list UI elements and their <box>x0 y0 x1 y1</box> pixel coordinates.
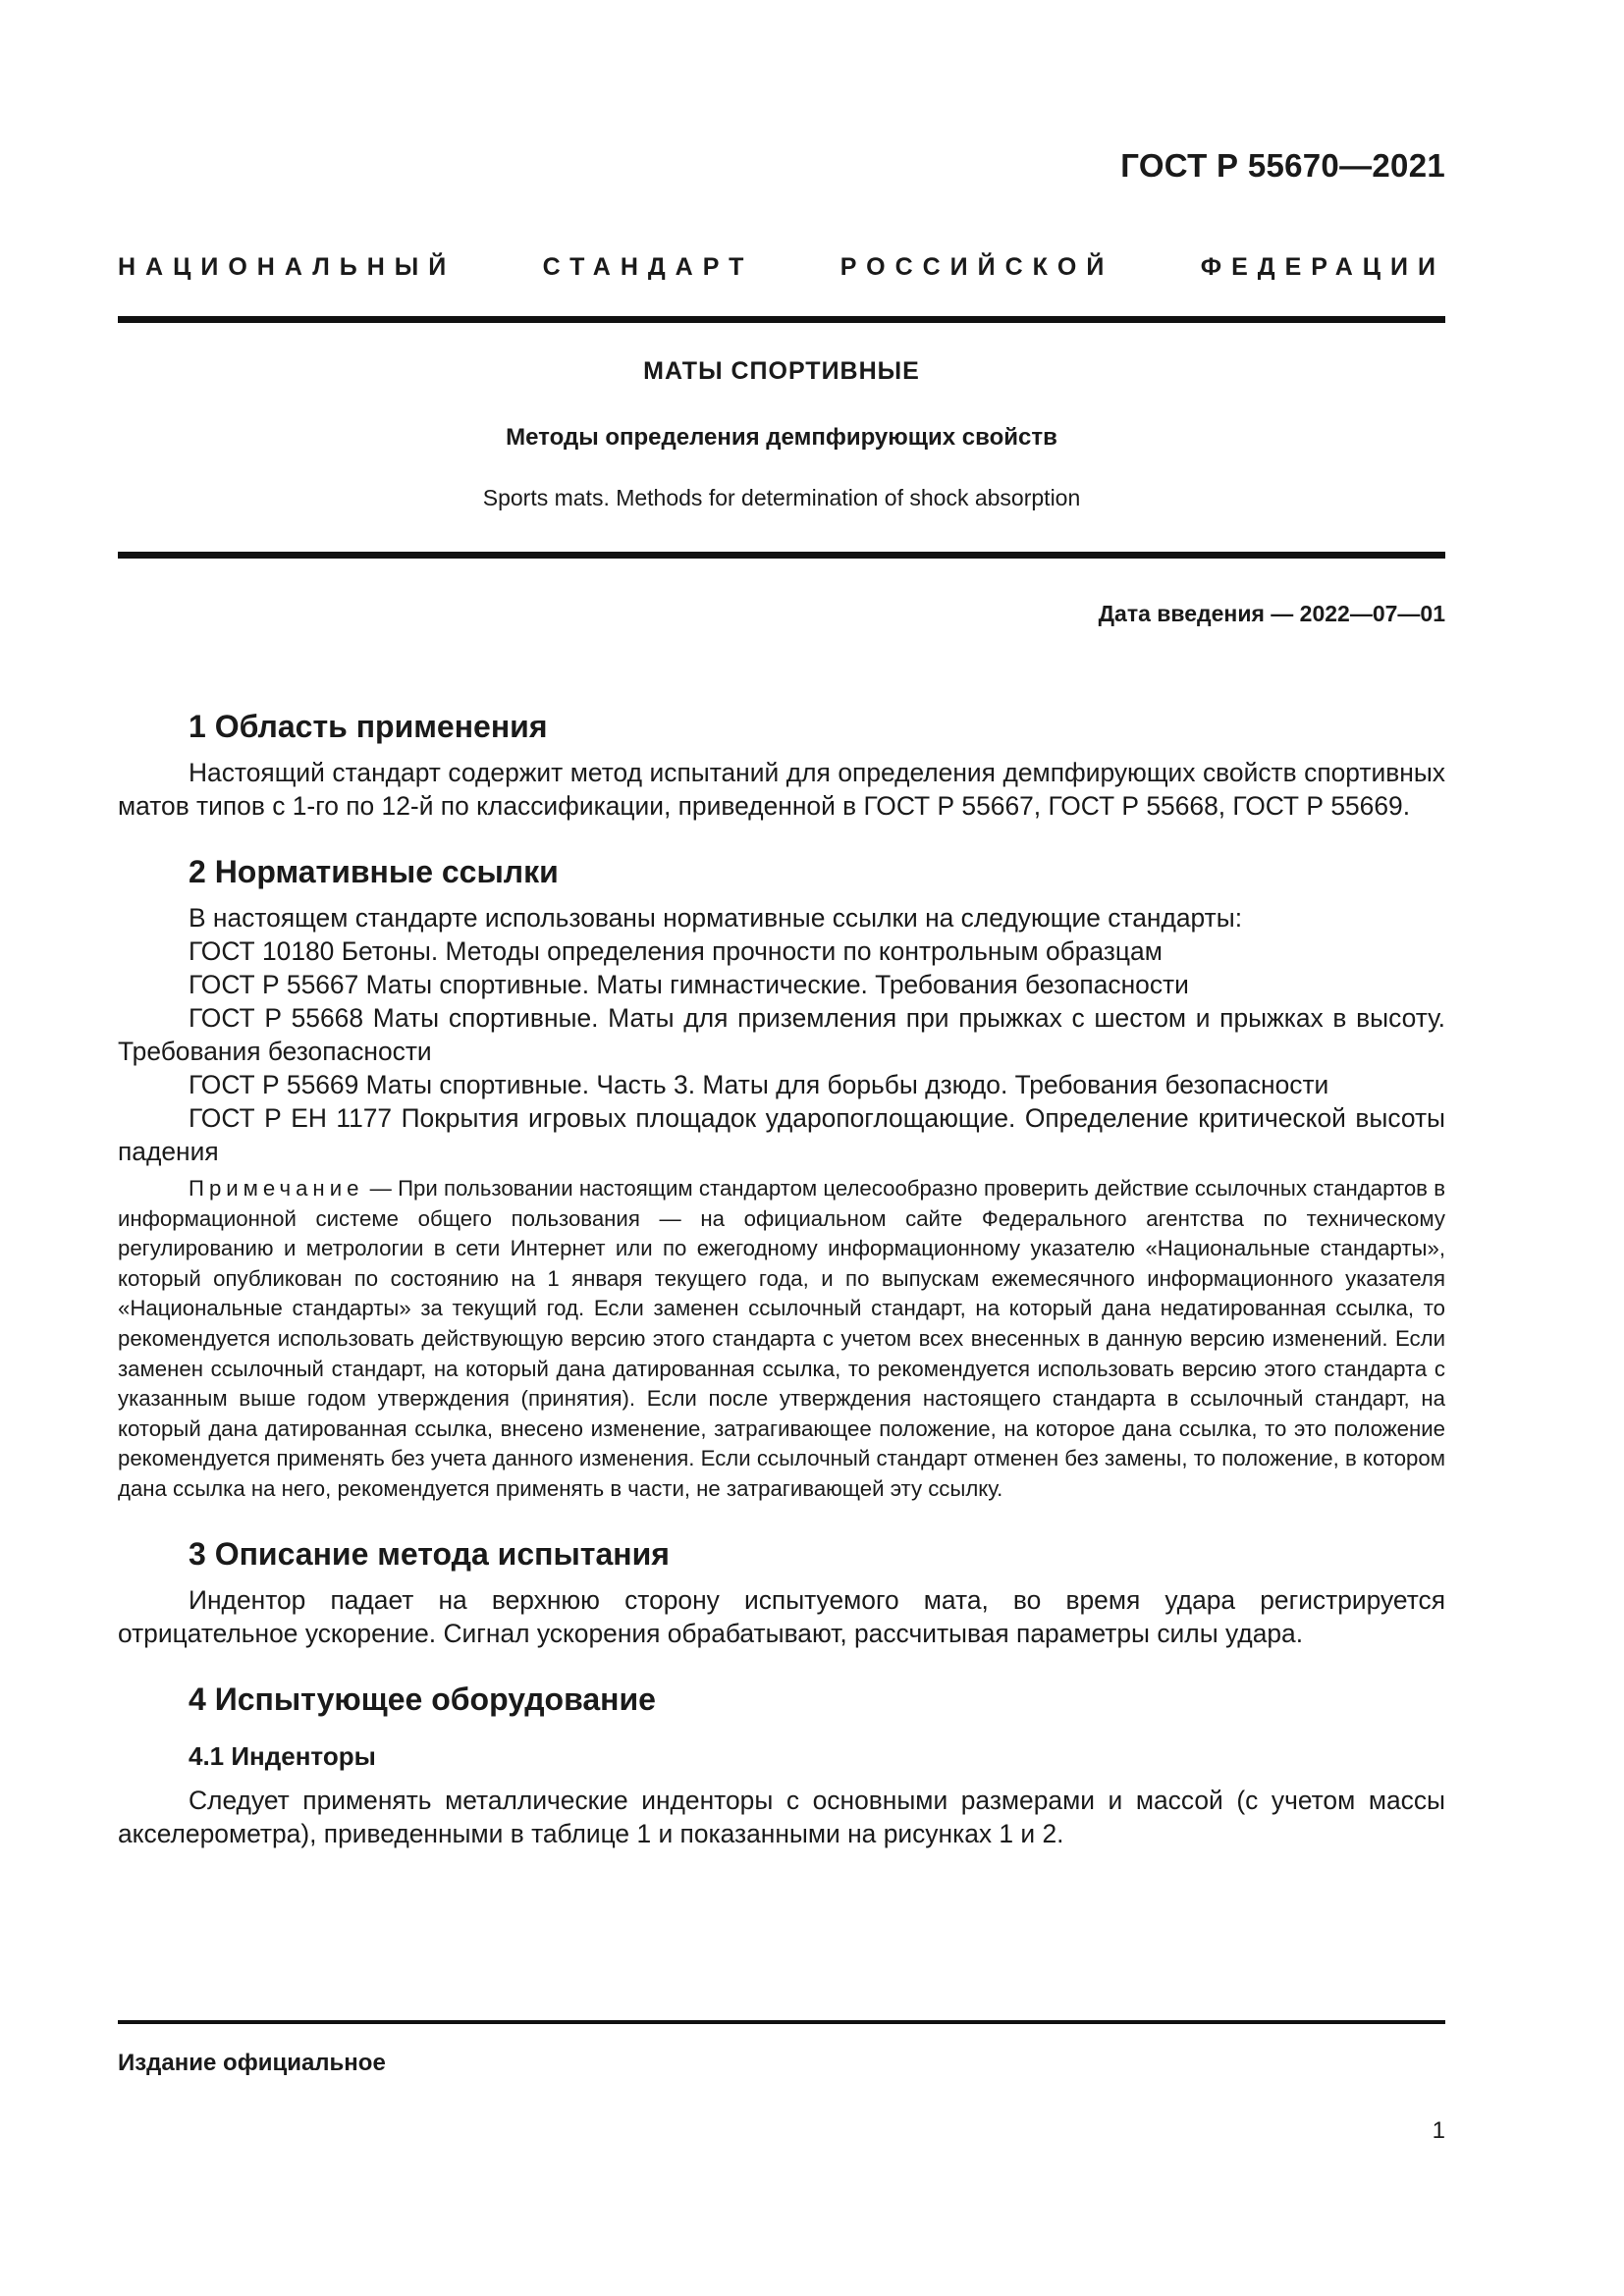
header-divider-top <box>118 316 1445 323</box>
document-page <box>118 0 1445 2296</box>
document-title-english: Sports mats. Methods for determination of shock absorption <box>482 485 1081 510</box>
section-4-heading: 4 Испытующее оборудование <box>189 1681 656 1717</box>
page-number: 1 <box>1432 2117 1445 2144</box>
subsection-4-1-text: Следует применять металлические инденторы с основными размерами и массой (с учетом массы акселерометра), приведенными в таблице 1 и показанными на рисунках 1 и 2. <box>118 1785 1445 1848</box>
introduction-date: Дата введения — 2022—07—01 <box>1098 601 1445 626</box>
document-title: МАТЫ СПОРТИВНЫЕ <box>643 357 920 385</box>
subsection-4-1-heading: 4.1 Инденторы <box>189 1740 376 1771</box>
section-1-heading: 1 Область применения <box>189 709 548 744</box>
section-2-heading: 2 Нормативные ссылки <box>189 854 559 889</box>
reference-item: ГОСТ Р ЕН 1177 Покрытия игровых площадок ударопоглощающие. Определение критической высоты падения <box>118 1103 1445 1166</box>
header-divider-bottom <box>118 552 1445 559</box>
reference-item: ГОСТ Р 55667 Маты спортивные. Маты гимнастические. Требования безопасности <box>189 970 1189 999</box>
section-2-intro: В настоящем стандарте использованы нормативные ссылки на следующие стандарты: <box>189 903 1243 933</box>
reference-item: ГОСТ 10180 Бетоны. Методы определения прочности по контрольным образцам <box>189 936 1163 966</box>
section-3-text: Индентор падает на верхнюю сторону испытуемого мата, во время удара регистрируется отрицательное ускорение. Сигнал ускорения обрабатывают, рассчитывая параметры силы удара. <box>118 1584 1445 1648</box>
note-text: — При пользовании настоящим стандартом целесообразно проверить действие ссылочных стандартов в информационной системе общего пользования — на официальном сайте Федерального агентства по техническому регулированию и метрологии в сети Интернет или по ежегодному информационному указателю «Национальные стандарты», который опубликован по состоянию на 1 января текущего года, и по выпускам ежемесячного информационного указателя «Национальные стандарты» за текущий год. Если заменен ссылочный стандарт, на который дана недатированная ссылка, то рекомендуется использовать действующую версию этого стандарта с учетом всех внесенных в данную версию изменений. Если заменен ссылочный стандарт, на который дана датированная ссылка, то рекомендуется использовать версию этого стандарта с указанным выше годом утверждения (принятия). Если после утверждения настоящего стандарта в ссылочный стандарт, на который дана датированная ссылка, внесено изменение, затрагивающее положение, на которое дана ссылка, то это положение рекомендуется применять без учета данного изменения. Если ссылочный стандарт отменен без замены, то положение, в котором дана ссылка на него, рекомендуется применять в части, не затрагивающей эту ссылку. <box>118 1176 1445 1501</box>
section-3-heading: 3 Описание метода испытания <box>189 1535 670 1572</box>
document-body <box>118 705 1445 1850</box>
note-label: Примечание <box>189 1176 364 1201</box>
official-edition-label: Издание официальное <box>118 2050 386 2076</box>
footer-divider <box>118 2020 1445 2024</box>
reference-note <box>118 1174 1445 1505</box>
document-code: ГОСТ Р 55670—2021 <box>1120 147 1445 184</box>
section-1-text: Настоящий стандарт содержит метод испытаний для определения демпфирующих свойств спортивных матов типов с 1-го по 12-й по классификации, приведенной в ГОСТ Р 55667, ГОСТ Р 55668, ГОСТ Р 55669. <box>118 758 1445 821</box>
reference-item: ГОСТ Р 55668 Маты спортивные. Маты для приземления при прыжках с шестом и прыжках в высоту. Требования безопасности <box>118 1003 1445 1066</box>
document-subtitle: Методы определения демпфирующих свойств <box>506 424 1057 451</box>
reference-item: ГОСТ Р 55669 Маты спортивные. Часть 3. Маты для борьбы дзюдо. Требования безопасности <box>189 1070 1329 1099</box>
national-standard-banner: НАЦИОНАЛЬНЫЙ СТАНДАРТ РОССИЙСКОЙ ФЕДЕРАЦИИ <box>118 253 1445 281</box>
